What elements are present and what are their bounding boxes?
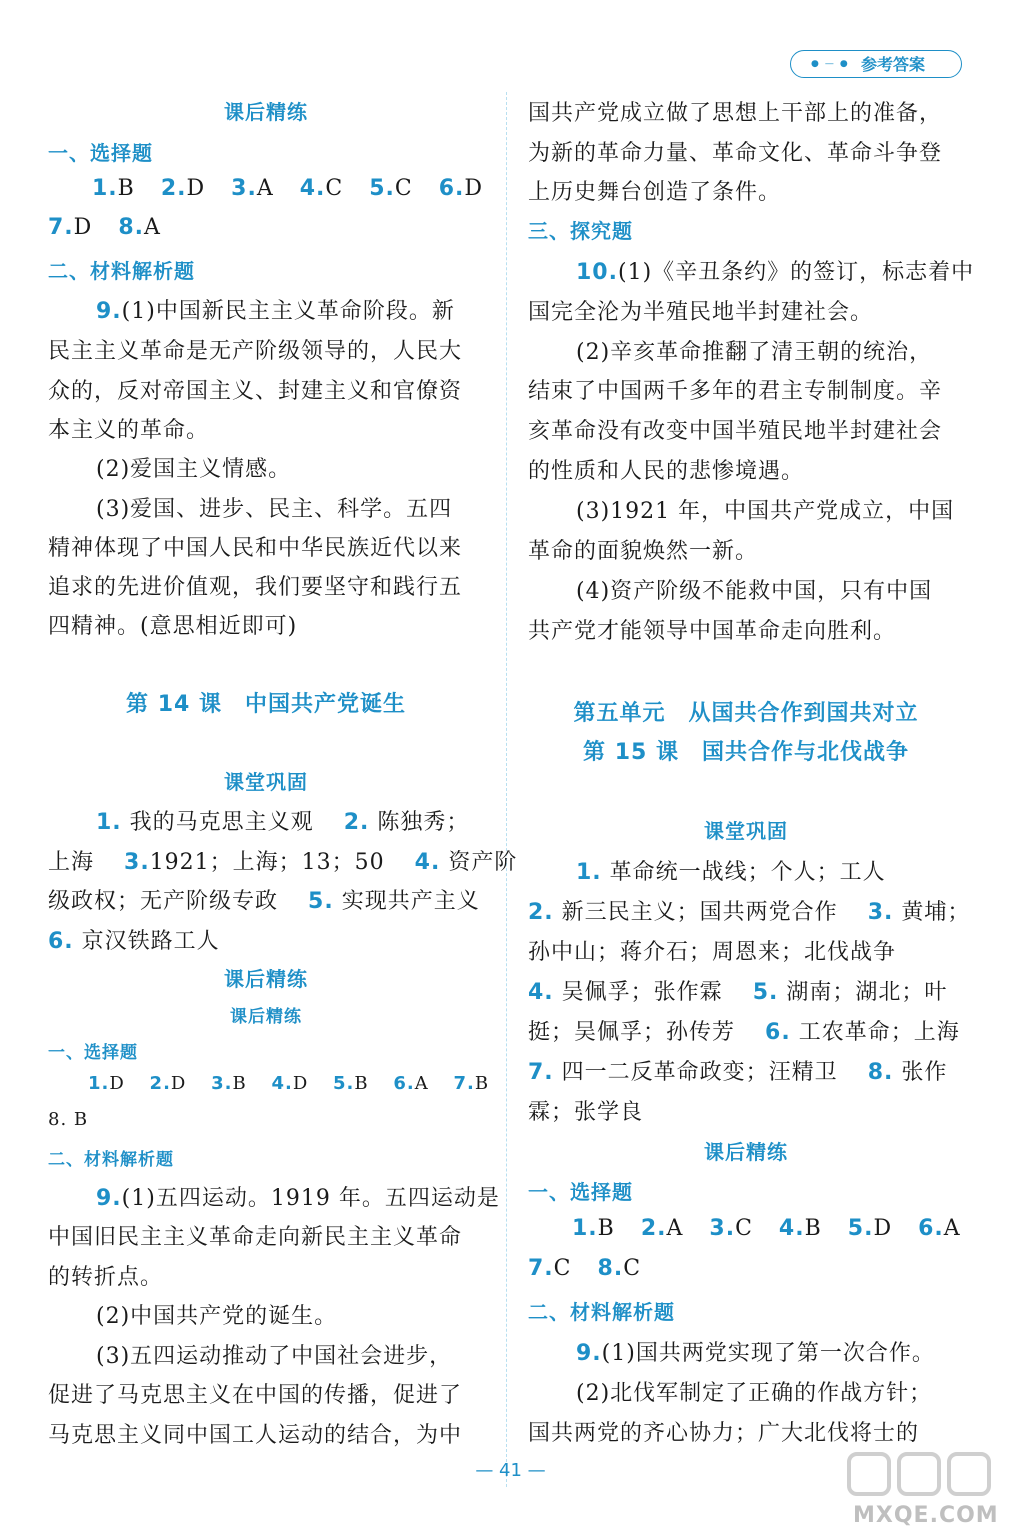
q9-line-1: 9.(1)中国新民主主义革命阶段。新 [96,299,455,324]
q9b-line-4: (2)中国共产党的诞生。 [96,1304,338,1329]
continued-line-2: 为新的革命力量、革命文化、革命斗争登 [528,141,943,166]
class-line-4: 6. 京汉铁路工人 [48,929,220,954]
choice-answers-row-1: 1.B 2.D 3.A 4.C 5.C 6.D [92,176,484,201]
q9-line-7: 精神体现了中国人民和中华民族近代以来 [48,536,463,561]
after-class-title-3: 课后精练 [230,1007,302,1027]
material-heading-2: 二、材料解析题 [48,1150,174,1170]
lesson-15-title: 第 15 课 国共合作与北伐战争 [583,740,909,765]
r-choice-answers-row-2: 7.C 8.C [528,1256,642,1281]
q10-line-9: (4)资产阶级不能救中国，只有中国 [576,579,933,604]
q10-line-2: 国完全沦为半殖民地半封建社会。 [528,300,874,325]
r-class-line-3: 孙中山；蒋介石；周恩来；北伐战争 [528,940,897,965]
r-choice-answers-row-1: 1.B 2.A 3.C 4.B 5.D 6.A [572,1216,961,1241]
r-q9-line-3: 国共两党的齐心协力；广大北伐将士的 [528,1421,920,1446]
choice-heading-right: 一、选择题 [528,1180,633,1204]
after-class-title: 课后精练 [224,100,308,124]
answer-key-badge [790,50,962,78]
badge-dots-decoration: ●—● [811,59,854,69]
r-q9-line-1: 9.(1)国共两党实现了第一次合作。 [576,1341,935,1366]
watermark-logo [845,1450,1010,1528]
q10-line-10: 共产党才能领导中国革命走向胜利。 [528,619,897,644]
continued-line-3: 上历史舞台创造了条件。 [528,180,782,205]
r-class-line-7: 霖；张学良 [528,1100,644,1125]
choice-heading: 一、选择题 [48,141,153,165]
q10-line-4: 结束了中国两千多年的君主专制制度。辛 [528,379,943,404]
material-heading-right: 二、材料解析题 [528,1300,675,1324]
q10-line-1: 10.(1)《辛丑条约》的签订，标志着中 [576,260,975,285]
badge-label: 参考答案 [861,55,926,74]
after-class-title-2: 课后精练 [224,967,308,991]
watermark-text: MXQE.COM [853,1503,999,1528]
class-line-3: 级政权；无产阶级专政 5. 实现共产主义 [48,889,480,914]
material-heading: 二、材料解析题 [48,259,195,283]
after-class-title-right: 课后精练 [704,1140,788,1164]
r-class-line-2: 2. 新三民主义；国共两党合作 3. 黄埔； [528,900,971,925]
lesson-14-title: 第 14 课 中国共产党诞生 [126,692,406,717]
r-class-line-5: 挺；吴佩孚；孙传芳 6. 工农革命；上海 [528,1020,960,1045]
class-consolidation-title: 课堂巩固 [224,770,308,794]
q9-line-6: (3)爱国、进步、民主、科学。五四 [96,497,453,522]
q9b-line-7: 马克思主义同中国工人运动的结合，为中 [48,1423,463,1448]
q10-line-3: (2)辛亥革命推翻了清王朝的统治， [576,340,933,365]
q10-line-5: 亥革命没有改变中国半殖民地半封建社会 [528,419,943,444]
choice2-answers-row-2: 8. B [48,1109,89,1130]
q9-line-4: 本主义的革命。 [48,418,210,443]
class-line-1: 1. 我的马克思主义观 2. 陈独秀； [96,810,470,835]
q9-line-8: 追求的先进价值观，我们要坚守和践行五 [48,575,463,600]
continued-line-1: 国共产党成立做了思想上干部上的准备， [528,101,943,126]
choice-answers-row-2: 7.D 8.A [48,215,161,240]
q9-line-5: (2)爱国主义情感。 [96,457,292,482]
column-divider [506,92,507,1487]
choice2-answers-row-1: 1.D 2.D 3.B 4.D 5.B 6.A 7.B [88,1073,490,1094]
q10-line-8: 革命的面貌焕然一新。 [528,539,759,564]
q9b-line-3: 的转折点。 [48,1265,164,1290]
class-line-2: 上海 3.1921；上海；13；50 4. 资产阶 [48,850,518,875]
q9-line-3: 众的，反对帝国主义、封建主义和官僚资 [48,379,463,404]
q9b-line-2: 中国旧民主主义革命走向新民主主义革命 [48,1225,463,1250]
class-consolidation-title-right: 课堂巩固 [704,819,788,843]
page-number: — 41 — [475,1460,546,1481]
r-class-line-4: 4. 吴佩孚；张作霖 5. 湖南；湖北；叶 [528,980,948,1005]
q9b-line-6: 促进了马克思主义在中国的传播，促进了 [48,1383,463,1408]
explore-heading: 三、探究题 [528,219,633,243]
watermark-emblem-icon [845,1450,995,1500]
q9b-line-1: 9.(1)五四运动。1919 年。五四运动是 [96,1186,500,1211]
q9-line-2: 民主主义革命是无产阶级领导的，人民大 [48,339,463,364]
r-q9-line-2: (2)北伐军制定了正确的作战方针； [576,1381,933,1406]
r-class-line-1: 1. 革命统一战线；个人；工人 [576,860,886,885]
r-class-line-6: 7. 四一二反革命政变；汪精卫 8. 张作 [528,1060,948,1085]
unit-5-title: 第五单元 从国共合作到国共对立 [573,701,919,726]
q10-line-7: (3)1921 年，中国共产党成立，中国 [576,499,955,524]
q10-line-6: 的性质和人民的悲惨境遇。 [528,459,805,484]
q9-line-9: 四精神。(意思相近即可) [48,614,298,639]
q9b-line-5: (3)五四运动推动了中国社会进步， [96,1344,453,1369]
choice-heading-2: 一、选择题 [48,1043,138,1063]
